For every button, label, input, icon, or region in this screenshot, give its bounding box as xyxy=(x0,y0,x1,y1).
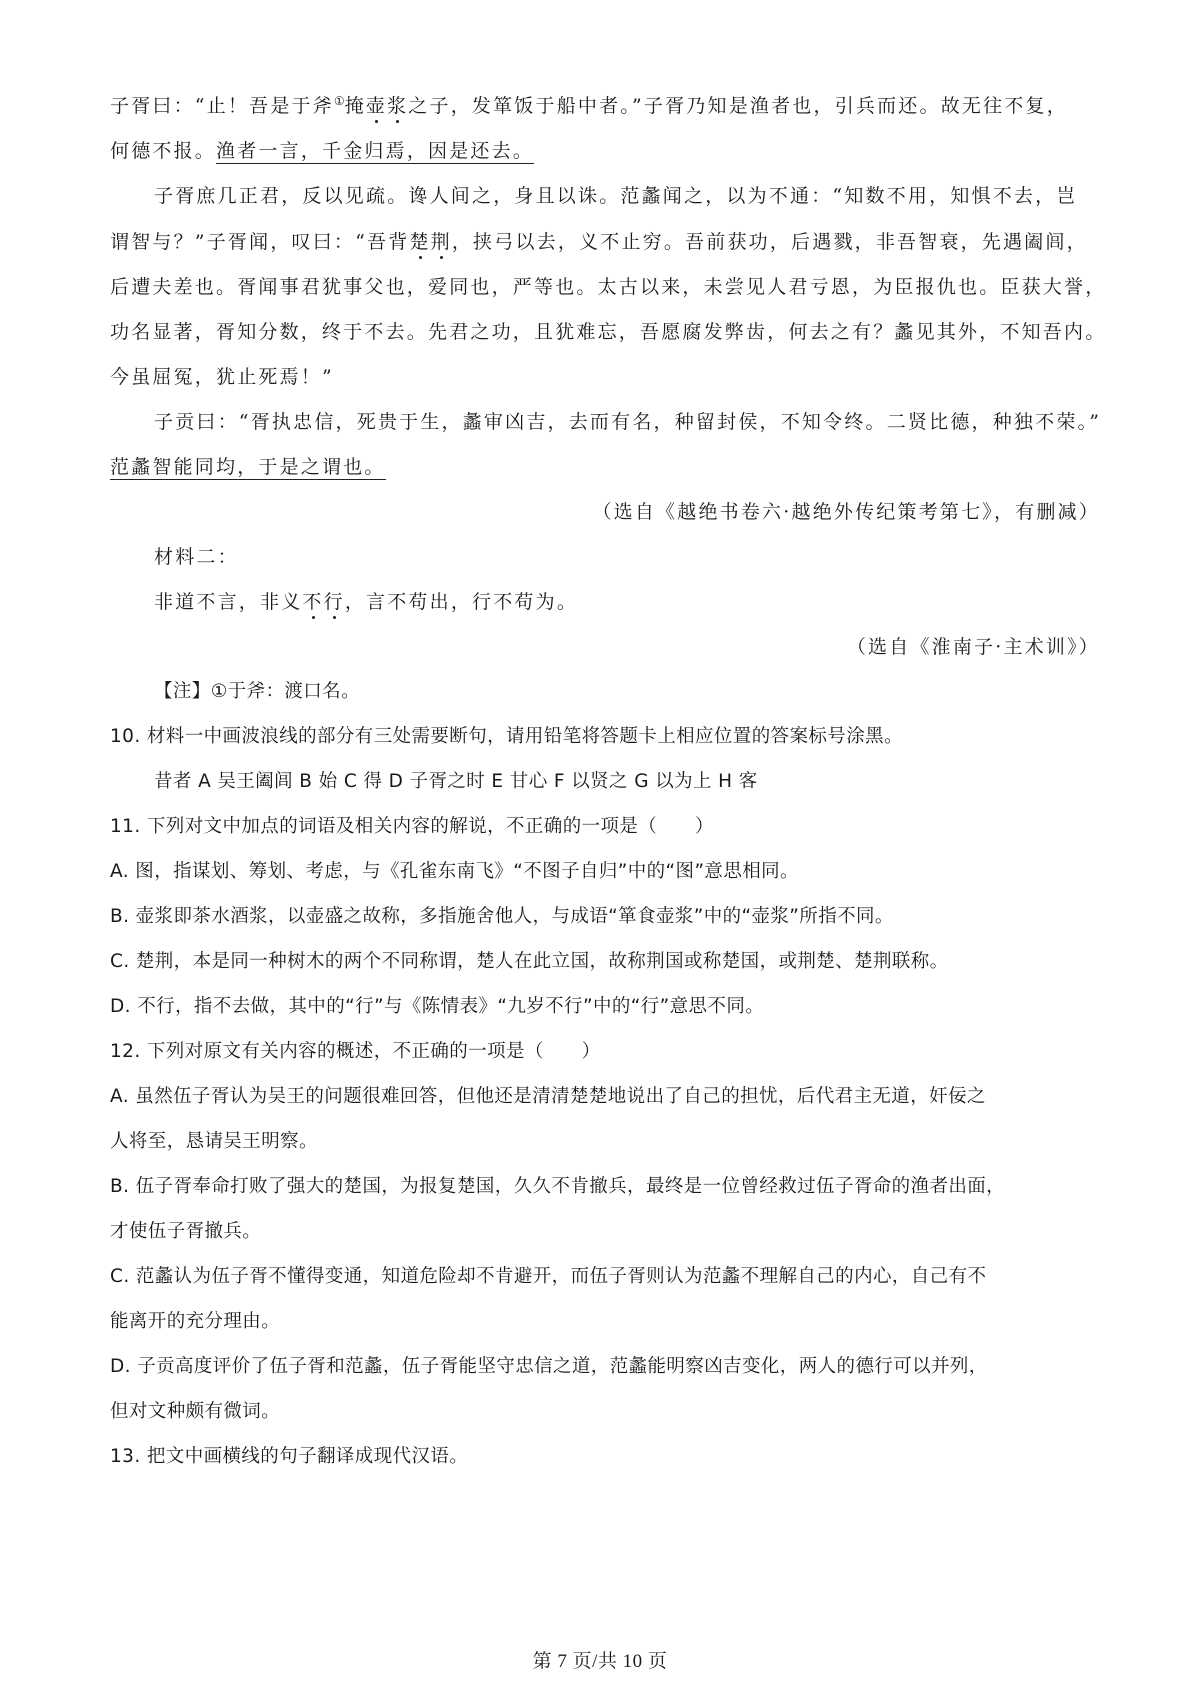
dotted-char: 荆 xyxy=(430,231,452,253)
dotted-char: 楚 xyxy=(409,231,431,253)
passage1-line: 子贡曰：“胥执忠信，死贵于生，蠡审凶吉，去而有名，种留封侯，不知令终。二贤比德，种独不荣。” xyxy=(154,411,1102,433)
passage1-line: 子胥庶几正君，反以见疏。谗人间之，身且以诛。范蠡闻之，以为不通：“知数不用，知惧不去，岂 xyxy=(154,185,1078,207)
underlined-sentence: 范蠡智能同均，于是之谓也。 xyxy=(110,456,386,478)
option-a: A. 图，指谋划、筹划、考虑，与《孔雀东南飞》“不图子自归”中的“图”意思相同。 xyxy=(110,861,799,882)
question-12: 12. 下列对原文有关内容的概述，不正确的一项是（ ） xyxy=(110,1041,601,1062)
dotted-char: 壶 xyxy=(365,95,388,117)
option-d-cont: 但对文种颇有微词。 xyxy=(110,1401,281,1422)
question-10: 10. 材料一中画波浪线的部分有三处需要断句，请用铅笔将答题卡上相应位置的答案标号涂黑。 xyxy=(110,726,903,747)
passage1-line: 子胥曰：“止！吾是于斧①掩壶浆之子，发箪饭于船中者。”子胥乃知是渔者也，引兵而还。故无往不复， xyxy=(110,94,1068,117)
passage1-line: 功名显著，胥知分数，终于不去。先君之功，且犹难忘，吾愿腐发弊齿，何去之有？蠡见其外，不知吾内。 xyxy=(110,321,1107,343)
source-citation: （选自《越绝书卷六·越绝外传纪策考第七》，有删减） xyxy=(592,501,1100,523)
dotted-char: 行 xyxy=(323,591,345,613)
option-b: B. 壶浆即茶水酒浆，以壶盛之故称，多指施舍他人，与成语“箪食壶浆”中的“壶浆”所指不同。 xyxy=(110,906,894,927)
option-a: A. 虽然伍子胥认为吴王的问题很难回答，但他还是清清楚楚地说出了自己的担忧，后代君主无道，奸佞之 xyxy=(110,1086,986,1107)
option-c: C. 楚荆，本是同一种树木的两个不同称谓，楚人在此立国，故称荆国或称楚国，或荆楚、楚荆联称。 xyxy=(110,951,949,972)
question-10-options: 昔者 A 吴王阖闾 B 始 C 得 D 子胥之时 E 甘心 F 以贤之 G 以为上 H 客 xyxy=(154,771,758,792)
passage1-line: 后遭夫差也。胥闻事君犹事父也，爱同也，严等也。太古以来，未尝见人君亏恩，为臣报仇也。臣获大誉， xyxy=(110,276,1107,298)
passage1-line: 何德不报。渔者一言，千金归焉，因是还去。 xyxy=(110,140,535,162)
dotted-char: 浆 xyxy=(387,95,409,117)
option-d: D. 不行，指不去做，其中的“行”与《陈情表》“九岁不行”中的“行”意思不同。 xyxy=(110,996,765,1017)
question-11: 11. 下列对文中加点的词语及相关内容的解说，不正确的一项是（ ） xyxy=(110,816,714,837)
note-marker: ① xyxy=(333,94,345,108)
passage1-line: 谓智与？”子胥闻，叹曰：“吾背楚荆，挟弓以去，义不止穷。吾前获功，后遇戮，非吾智衰，先遇阖闾， xyxy=(110,231,1088,253)
dotted-char: 不 xyxy=(302,591,324,613)
option-a-cont: 人将至，恳请吴王明察。 xyxy=(110,1131,318,1152)
page-number: 第 7 页/共 10 页 xyxy=(532,1651,668,1672)
option-c: C. 范蠡认为伍子胥不懂得变通，知道危险却不肯避开，而伍子胥则认为范蠡不理解自己的内心，自己有不 xyxy=(110,1266,987,1287)
underlined-sentence: 渔者一言，千金归焉，因是还去。 xyxy=(216,140,535,162)
option-b: B. 伍子胥奉命打败了强大的楚国，为报复楚国，久久不肯撤兵，最终是一位曾经救过伍子胥命的渔者出面， xyxy=(110,1176,1006,1197)
passage1-line xyxy=(110,452,1100,482)
passage1-line: 今虽屈冤，犹止死焉！” xyxy=(110,366,334,388)
footnote: 【注】①于斧：渡口名。 xyxy=(154,681,360,702)
question-13: 13. 把文中画横线的句子翻译成现代汉语。 xyxy=(110,1446,469,1467)
material-heading: 材料二： xyxy=(154,546,239,568)
option-c-cont: 能离开的充分理由。 xyxy=(110,1311,281,1332)
option-d: D. 子贡高度评价了伍子胥和范蠡，伍子胥能坚守忠信之道，范蠡能明察凶吉变化，两人的德行可以并列， xyxy=(110,1356,988,1377)
option-b-cont: 才使伍子胥撤兵。 xyxy=(110,1221,262,1242)
passage2-line: 非道不言，非义不行，言不苟出，行不苟为。 xyxy=(154,591,579,613)
source-citation: （选自《淮南子·主术训》） xyxy=(846,636,1100,658)
